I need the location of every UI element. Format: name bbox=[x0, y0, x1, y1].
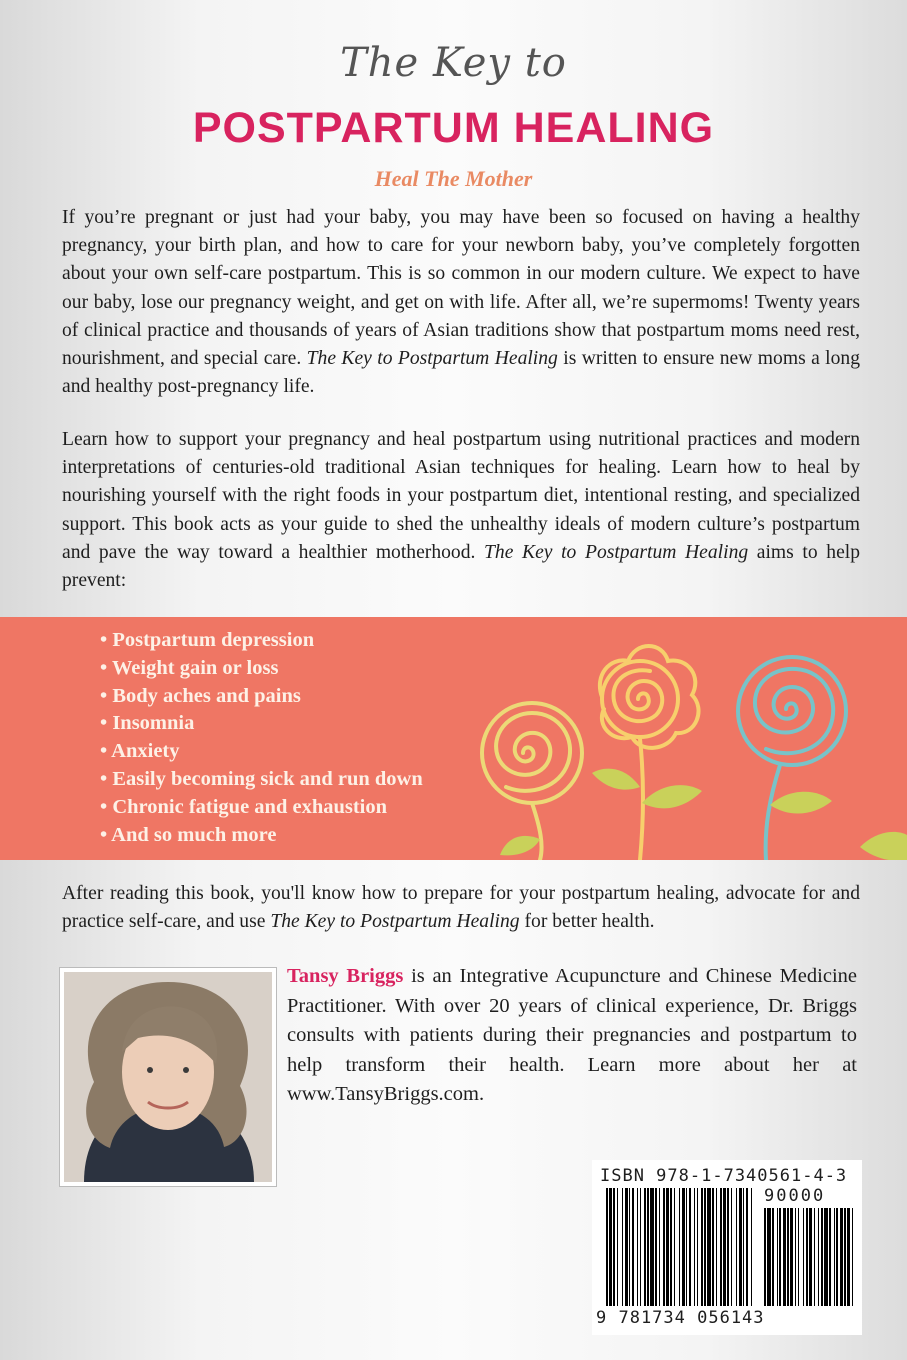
benefits-list bbox=[100, 627, 423, 849]
intro-text-2: is written to ensure new moms a long and healthy post-pregnancy life. bbox=[62, 348, 861, 398]
isbn-text: ISBN 978-1-7340561-4-3 bbox=[600, 1166, 848, 1186]
script-title: The Key to bbox=[340, 40, 567, 86]
learn-text-2: aims to help prevent: bbox=[62, 541, 861, 592]
intro-book-title: The Key to Postpartum Healing bbox=[306, 348, 558, 370]
after-text-1: After reading this book, you'll know how to prepare for your postpartum healing, advocate for and practice self-care, and use bbox=[62, 883, 860, 933]
benefit-item: • Insomnia bbox=[100, 710, 423, 738]
benefits-band bbox=[0, 617, 907, 860]
learn-text-1: Learn how to support your pregnancy and heal postpartum using nutritional practices and modern interpretations of centuries-old traditional Asian techniques for healing. Learn how to heal by nourishing yourself with the right foods in your postpartum diet, intentional resting, and specialized support. This book acts as your guide to shed the unhealthy ideals of modern culture’s postpartum and pave the way toward a healthier motherhood. bbox=[62, 429, 860, 563]
after-text-2: for better health. bbox=[519, 911, 655, 933]
benefit-item: • And so much more bbox=[100, 822, 423, 850]
intro-text-1: If you’re pregnant or just had your baby, you may have been so focused on having a healthy pregnancy, your birth plan, and how to care for your newborn baby, you’ve completely forgotten about your own self-care postpartum. This is so common in our modern culture. We expect to have our baby, lose our pregnancy weight, and get on with life. After all, we’re supermoms! Twenty years of clinical practice and thousands of years of Asian traditions show that postpartum moms need rest, nourishment, and special care. bbox=[62, 207, 860, 370]
ean-number: 9 781734 056143 bbox=[596, 1308, 765, 1328]
benefit-item: • Chronic fatigue and exhaustion bbox=[100, 794, 423, 822]
book-subtitle: Heal The Mother bbox=[374, 166, 533, 191]
benefit-item: • Postpartum depression bbox=[100, 627, 423, 655]
benefit-item: • Weight gain or loss bbox=[100, 655, 423, 683]
author-photo bbox=[60, 968, 276, 1186]
learn-book-title: The Key to Postpartum Healing bbox=[484, 541, 749, 563]
intro-paragraph bbox=[62, 204, 860, 401]
book-title: POSTPARTUM HEALING bbox=[192, 104, 715, 152]
leaf-icon bbox=[860, 832, 907, 860]
author-name: Tansy Briggs bbox=[287, 965, 404, 987]
after-book-title: The Key to Postpartum Healing bbox=[270, 911, 520, 933]
benefit-item: • Body aches and pains bbox=[100, 683, 423, 711]
benefit-item: • Anxiety bbox=[100, 738, 423, 766]
isbn-barcode bbox=[592, 1160, 862, 1335]
orange-flower-icon bbox=[592, 646, 702, 860]
price-code: 90000 bbox=[764, 1186, 826, 1206]
author-bio bbox=[287, 962, 857, 1110]
learn-paragraph bbox=[62, 426, 860, 595]
blue-flower-icon bbox=[738, 657, 846, 860]
yellow-flower-icon bbox=[482, 703, 582, 860]
flower-illustration bbox=[440, 617, 907, 860]
after-paragraph bbox=[62, 880, 860, 936]
benefit-item: • Easily becoming sick and run down bbox=[100, 766, 423, 794]
author-bio-text: is an Integrative Acupuncture and Chinese Medicine Practitioner. With over 20 years of clinical experience, Dr. Briggs consults with patients during their pregnancies and postpartum to help transform their health. Learn more about her at www.TansyBriggs.com. bbox=[287, 965, 857, 1105]
